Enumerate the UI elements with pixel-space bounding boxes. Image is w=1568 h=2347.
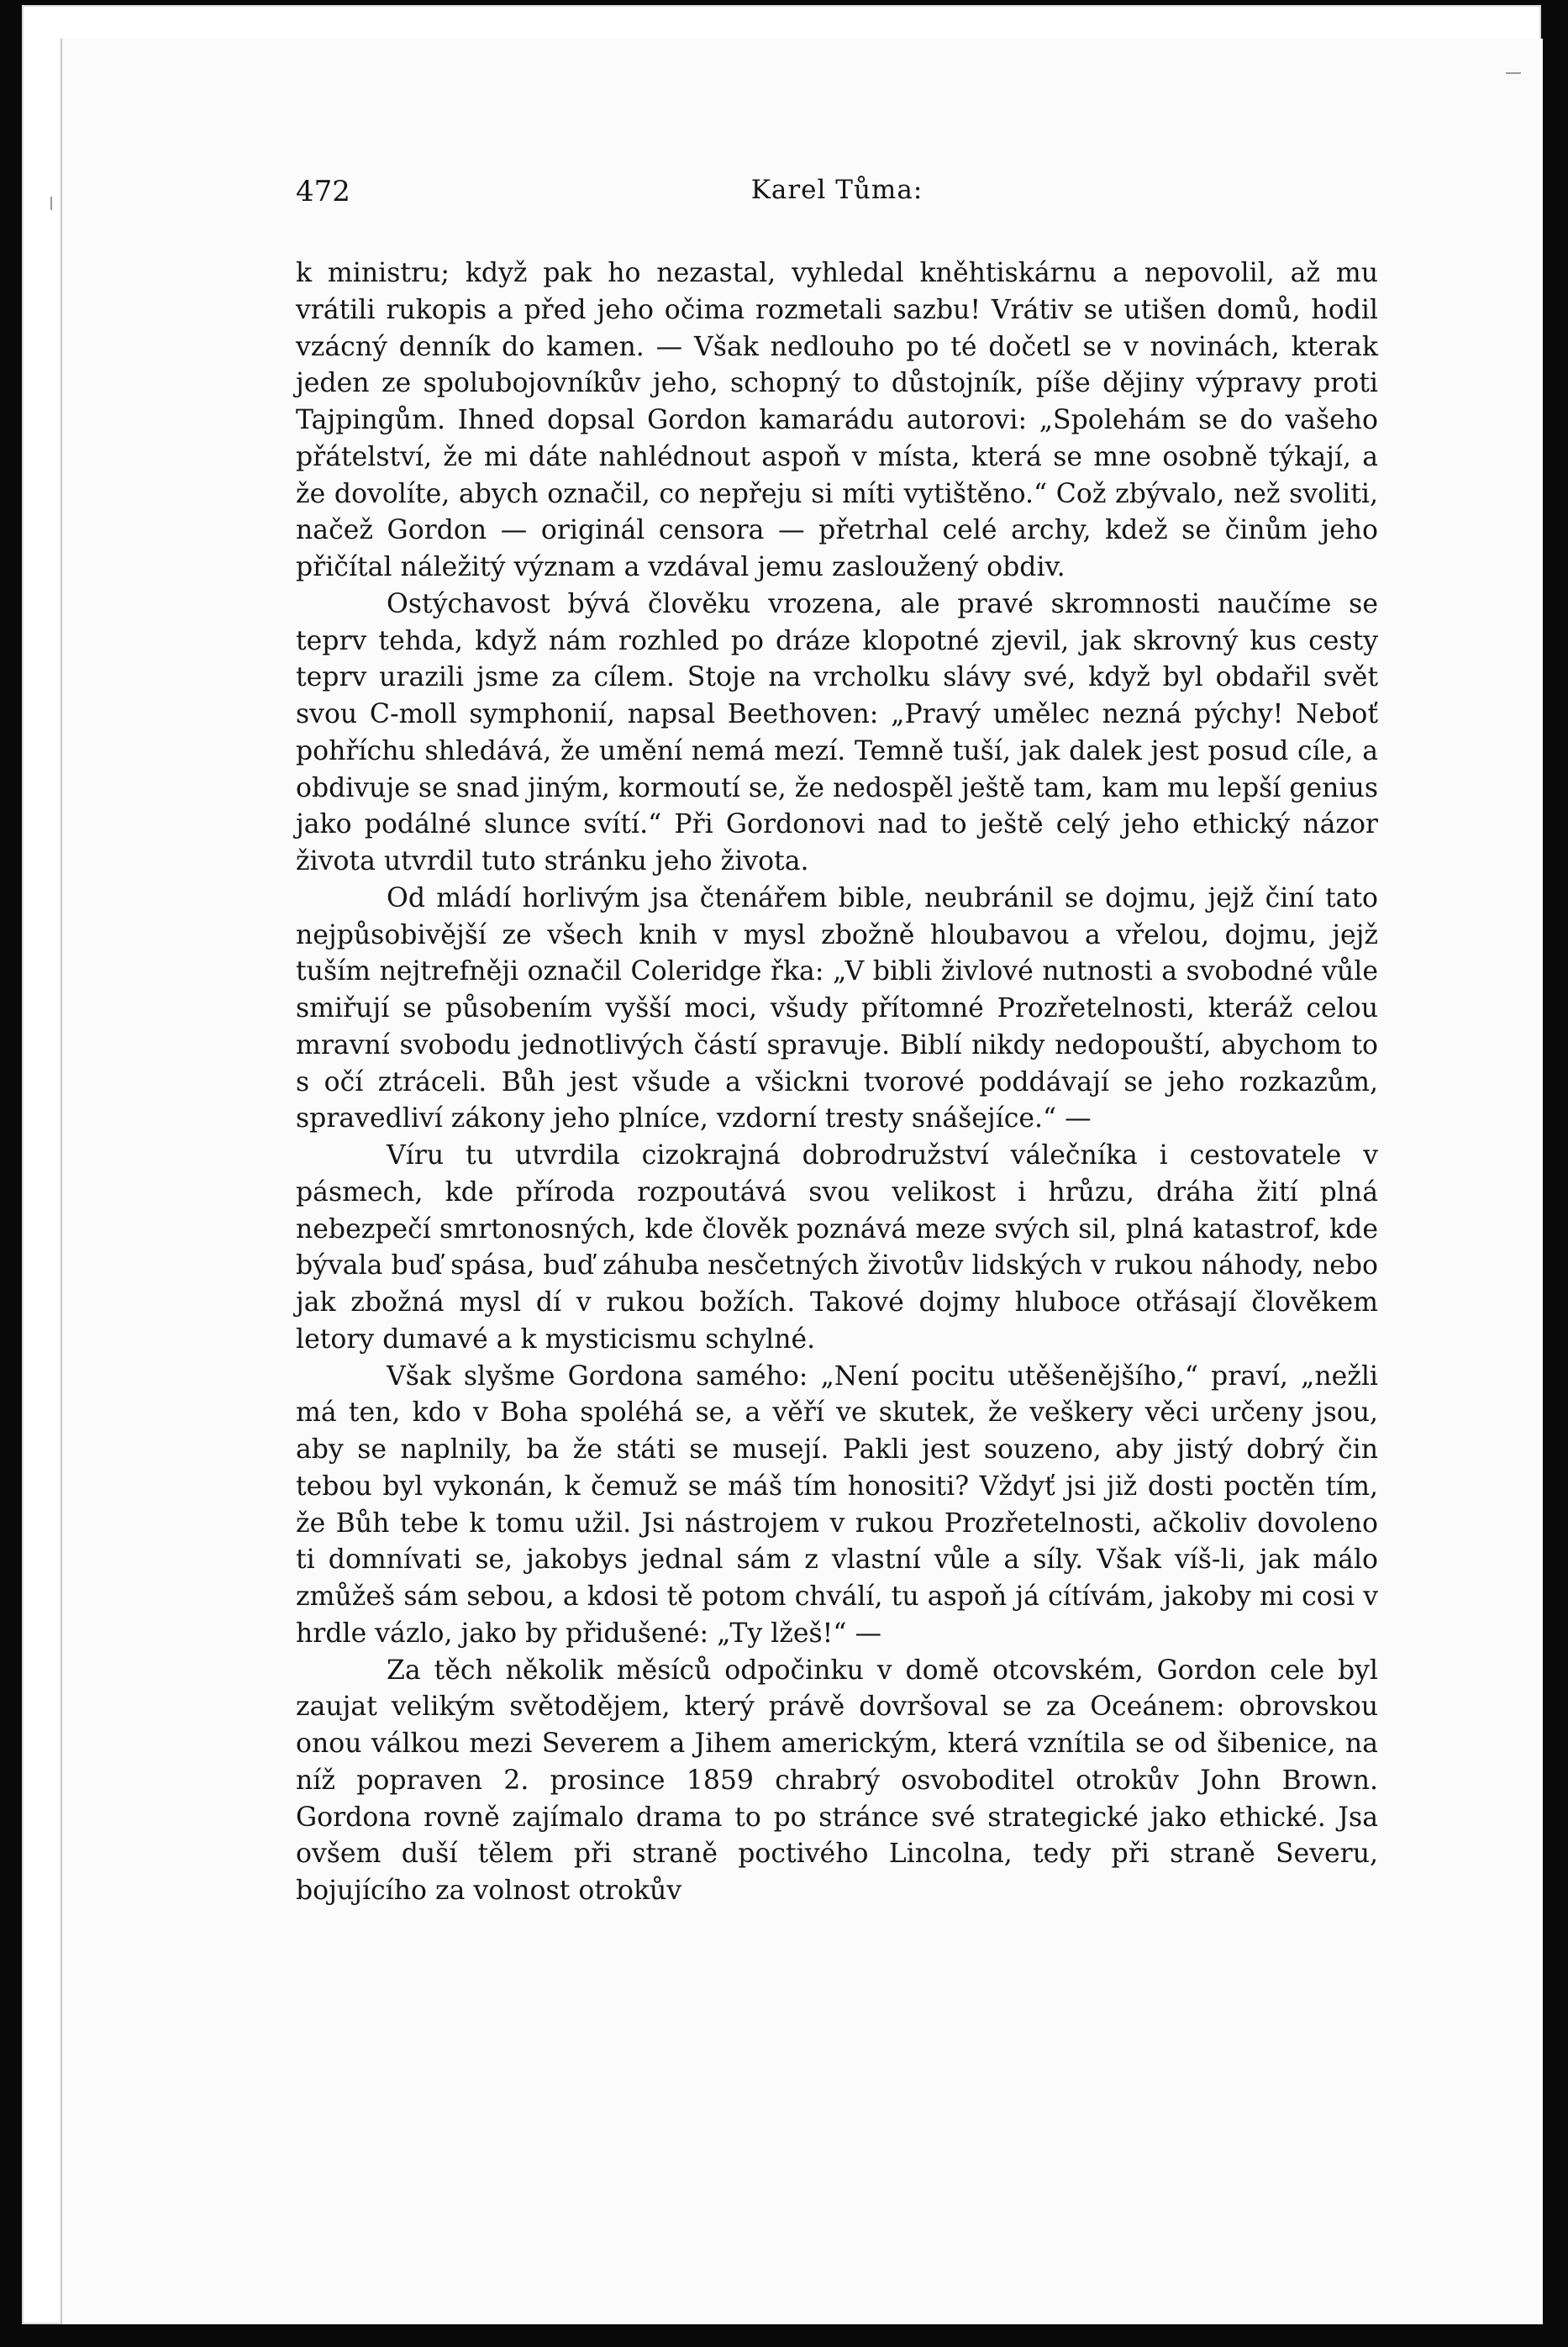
edge-mark [50, 197, 52, 210]
running-head: Karel Tůma: [750, 175, 923, 205]
paragraph: Ostýchavost bývá člověku vrozena, ale pravé skromnosti naučíme se teprv tehda, když nám rozhled po dráze klopotné zjevil, jak skrovný kus cesty teprv urazili jsme za cílem. Stoje na vrcholku slávy své, když byl obdařil svět svou C-moll symphonií, napsal Beethoven: „Pravý umělec nezná pýchy! Neboť pohříchu shledává, že umění nemá mezí. Temně tuší, jak dalek jest posud cíle, a obdivuje se snad jiným, kormoutí se, že nedospěl ještě tam, kam mu lepší genius jako podálné slunce svítí.“ Při Gordonovi nad to ještě celý jeho ethický názor života utvrdil tuto stránku jeho života. [296, 588, 1378, 876]
page-number: 472 [296, 175, 350, 208]
paragraph: Za těch několik měsíců odpočinku v domě otcovském, Gordon cele byl zaujat velikým světodějem, který právě dovršoval se za Oceánem: obrovskou onou válkou mezi Severem a Jihem americkým, která vznítila se od šibenice, na níž popraven 2. prosince 1859 chrabrý osvoboditel otrokův John Brown. Gordona rovně zajímalo drama to po stránce své strategické jako ethické. Jsa ovšem duší tělem při straně poctivého Lincolna, tedy při straně Severu, bojujícího za volnost otrokův [296, 1655, 1378, 1906]
paragraph: Však slyšme Gordona samého: „Není pocitu utěšenějšího,“ praví, „nežli má ten, kdo v Boha spoléhá se, a věří ve skutek, že veškery věci určeny jsou, aby se naplnily, ba že státi se musejí. Pakli jest souzeno, aby jistý dobrý čin tebou byl vykonán, k čemuž se máš tím honositi? Vždyť jsi již dosti poctěn tím, že Bůh tebe k tomu užil. Jsi nástrojem v rukou Prozřetelnosti, ačkoliv dovoleno ti domnívati se, jakobys jednal sám z vlastní vůle a síly. Však víš-li, jak málo zmůžeš sám sebou, a kdosi tě potom chválí, tu aspoň já cítívám, jakoby mi cosi v hrdle vázlo, jako by přidušené: „Ty lžeš!“ — [296, 1360, 1378, 1649]
paragraph: Víru tu utvrdila cizokrajná dobrodružství válečníka i cestovatele v pásmech, kde příroda rozpoutává svou velikost i hrůzu, dráha žití plná nebezpečí smrtonosných, kde člověk poznává meze svých sil, plná katastrof, kde bývala buď spása, buď záhuba nesčetných životův lidských v rukou náhody, nebo jak zbožná mysl dí v rukou božích. Takové dojmy hluboce otřásají člověkem letory dumavé a k mysticismu schylné. [296, 1140, 1378, 1355]
paragraph: k ministru; když pak ho nezastal, vyhledal kněhtiskárnu a nepovolil, až mu vrátili rukopis a před jeho očima rozmetali sazbu! Vrátiv se utišen domů, hodil vzácný denník do kamen. — Však nedlouho po té dočetl se v novinách, kterak jeden ze spolubojovníkův jeho, schopný to důstojník, píše dějiny výpravy proti Tajpingům. Ihned dopsal Gordon kamarádu autorovi: „Spolehám se do vašeho přátelství, že mi dáte nahlédnout aspoň v místa, která se mne osobně týkají, a že dovolíte, abych označil, co nepřeju si míti vytištěno.“ Což zbývalo, než svoliti, načež Gordon — originál censora — přetrhal celé archy, kdež se činům jeho přičítal náležitý význam a vzdával jemu zasloužený obdiv. [296, 258, 1378, 582]
edge-mark [1506, 72, 1521, 74]
paragraph: Od mládí horlivým jsa čtenářem bible, neubránil se dojmu, jejž činí tato nejpůsobivější ze všech knih v mysl zbožně hloubavou a vřelou, dojmu, jejž tuším nejtrefněji označil Coleridge řka: „V bibli živlové nutnosti a svobodné vůle smiřují se působením vyšší moci, všudy přítomné Prozřetelnosti, kteráž celou mravní svobodu jednotlivých částí spravuje. Biblí nikdy nedopouští, abychom to s očí ztráceli. Bůh jest všude a všickni tvorové poddávají se jeho rozkazům, spravedliví zákony jeho plníce, vzdorní tresty snášejíce.“ — [296, 882, 1378, 1134]
page-header [296, 175, 1378, 218]
body-text [296, 255, 1378, 1910]
